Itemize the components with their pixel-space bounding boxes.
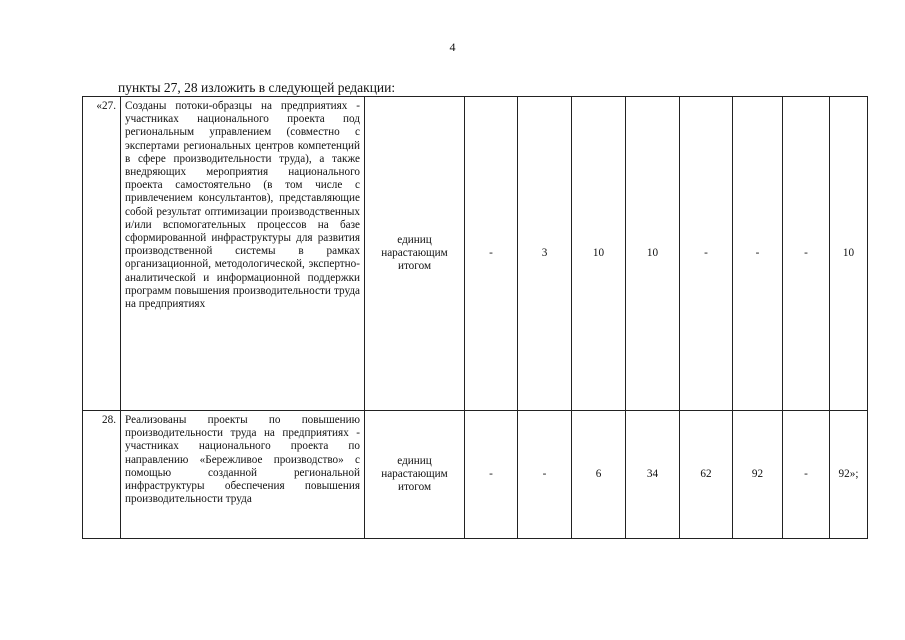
row-description: Реализованы проекты по повышению производительности труда на предприятиях - участниках национального проекта по направлению «Бережливое производство» с помощью созданной региональной инфраструктуры обеспечения повышения производительности труда bbox=[121, 411, 365, 539]
value-cell: - bbox=[518, 411, 572, 539]
value-cell: - bbox=[680, 97, 733, 411]
value-cell: 3 bbox=[518, 97, 572, 411]
value-cell: - bbox=[783, 411, 830, 539]
page-number: 4 bbox=[449, 40, 456, 54]
table-row bbox=[83, 411, 868, 539]
value-cell: 92»; bbox=[830, 411, 868, 539]
row-number: 28. bbox=[83, 411, 121, 539]
value-cell: 6 bbox=[572, 411, 626, 539]
value-cell: 10 bbox=[830, 97, 868, 411]
row-description: Созданы потоки-образцы на предприятиях - участниках национального проекта под региональным управлением (совместно с экспертами региональных центров компетенций в сфере производительности труда), а также внедряющих мероприятия национального проекта самостоятельно (в том числе с привлечением консультантов), представляющие собой результат оптимизации производственных и/или вспомогательных процессов на базе сформированной инфраструктуры для развития производственной системы в рамках организационной, методологической, экспертно-аналитической и информационной поддержки программ повышения производительности труда на предприятиях bbox=[121, 97, 365, 411]
row-unit: единиц нарастающим итогом bbox=[365, 411, 465, 539]
row-unit: единиц нарастающим итогом bbox=[365, 97, 465, 411]
value-cell: 10 bbox=[572, 97, 626, 411]
value-cell: - bbox=[783, 97, 830, 411]
value-cell: - bbox=[733, 97, 783, 411]
row-number: «27. bbox=[83, 97, 121, 411]
value-cell: 34 bbox=[626, 411, 680, 539]
indicators-table bbox=[82, 96, 868, 539]
value-cell: - bbox=[465, 411, 518, 539]
table-row bbox=[83, 97, 868, 411]
value-cell: - bbox=[465, 97, 518, 411]
value-cell: 92 bbox=[733, 411, 783, 539]
value-cell: 62 bbox=[680, 411, 733, 539]
intro-text: пункты 27, 28 изложить в следующей редакции: bbox=[118, 80, 396, 95]
value-cell: 10 bbox=[626, 97, 680, 411]
